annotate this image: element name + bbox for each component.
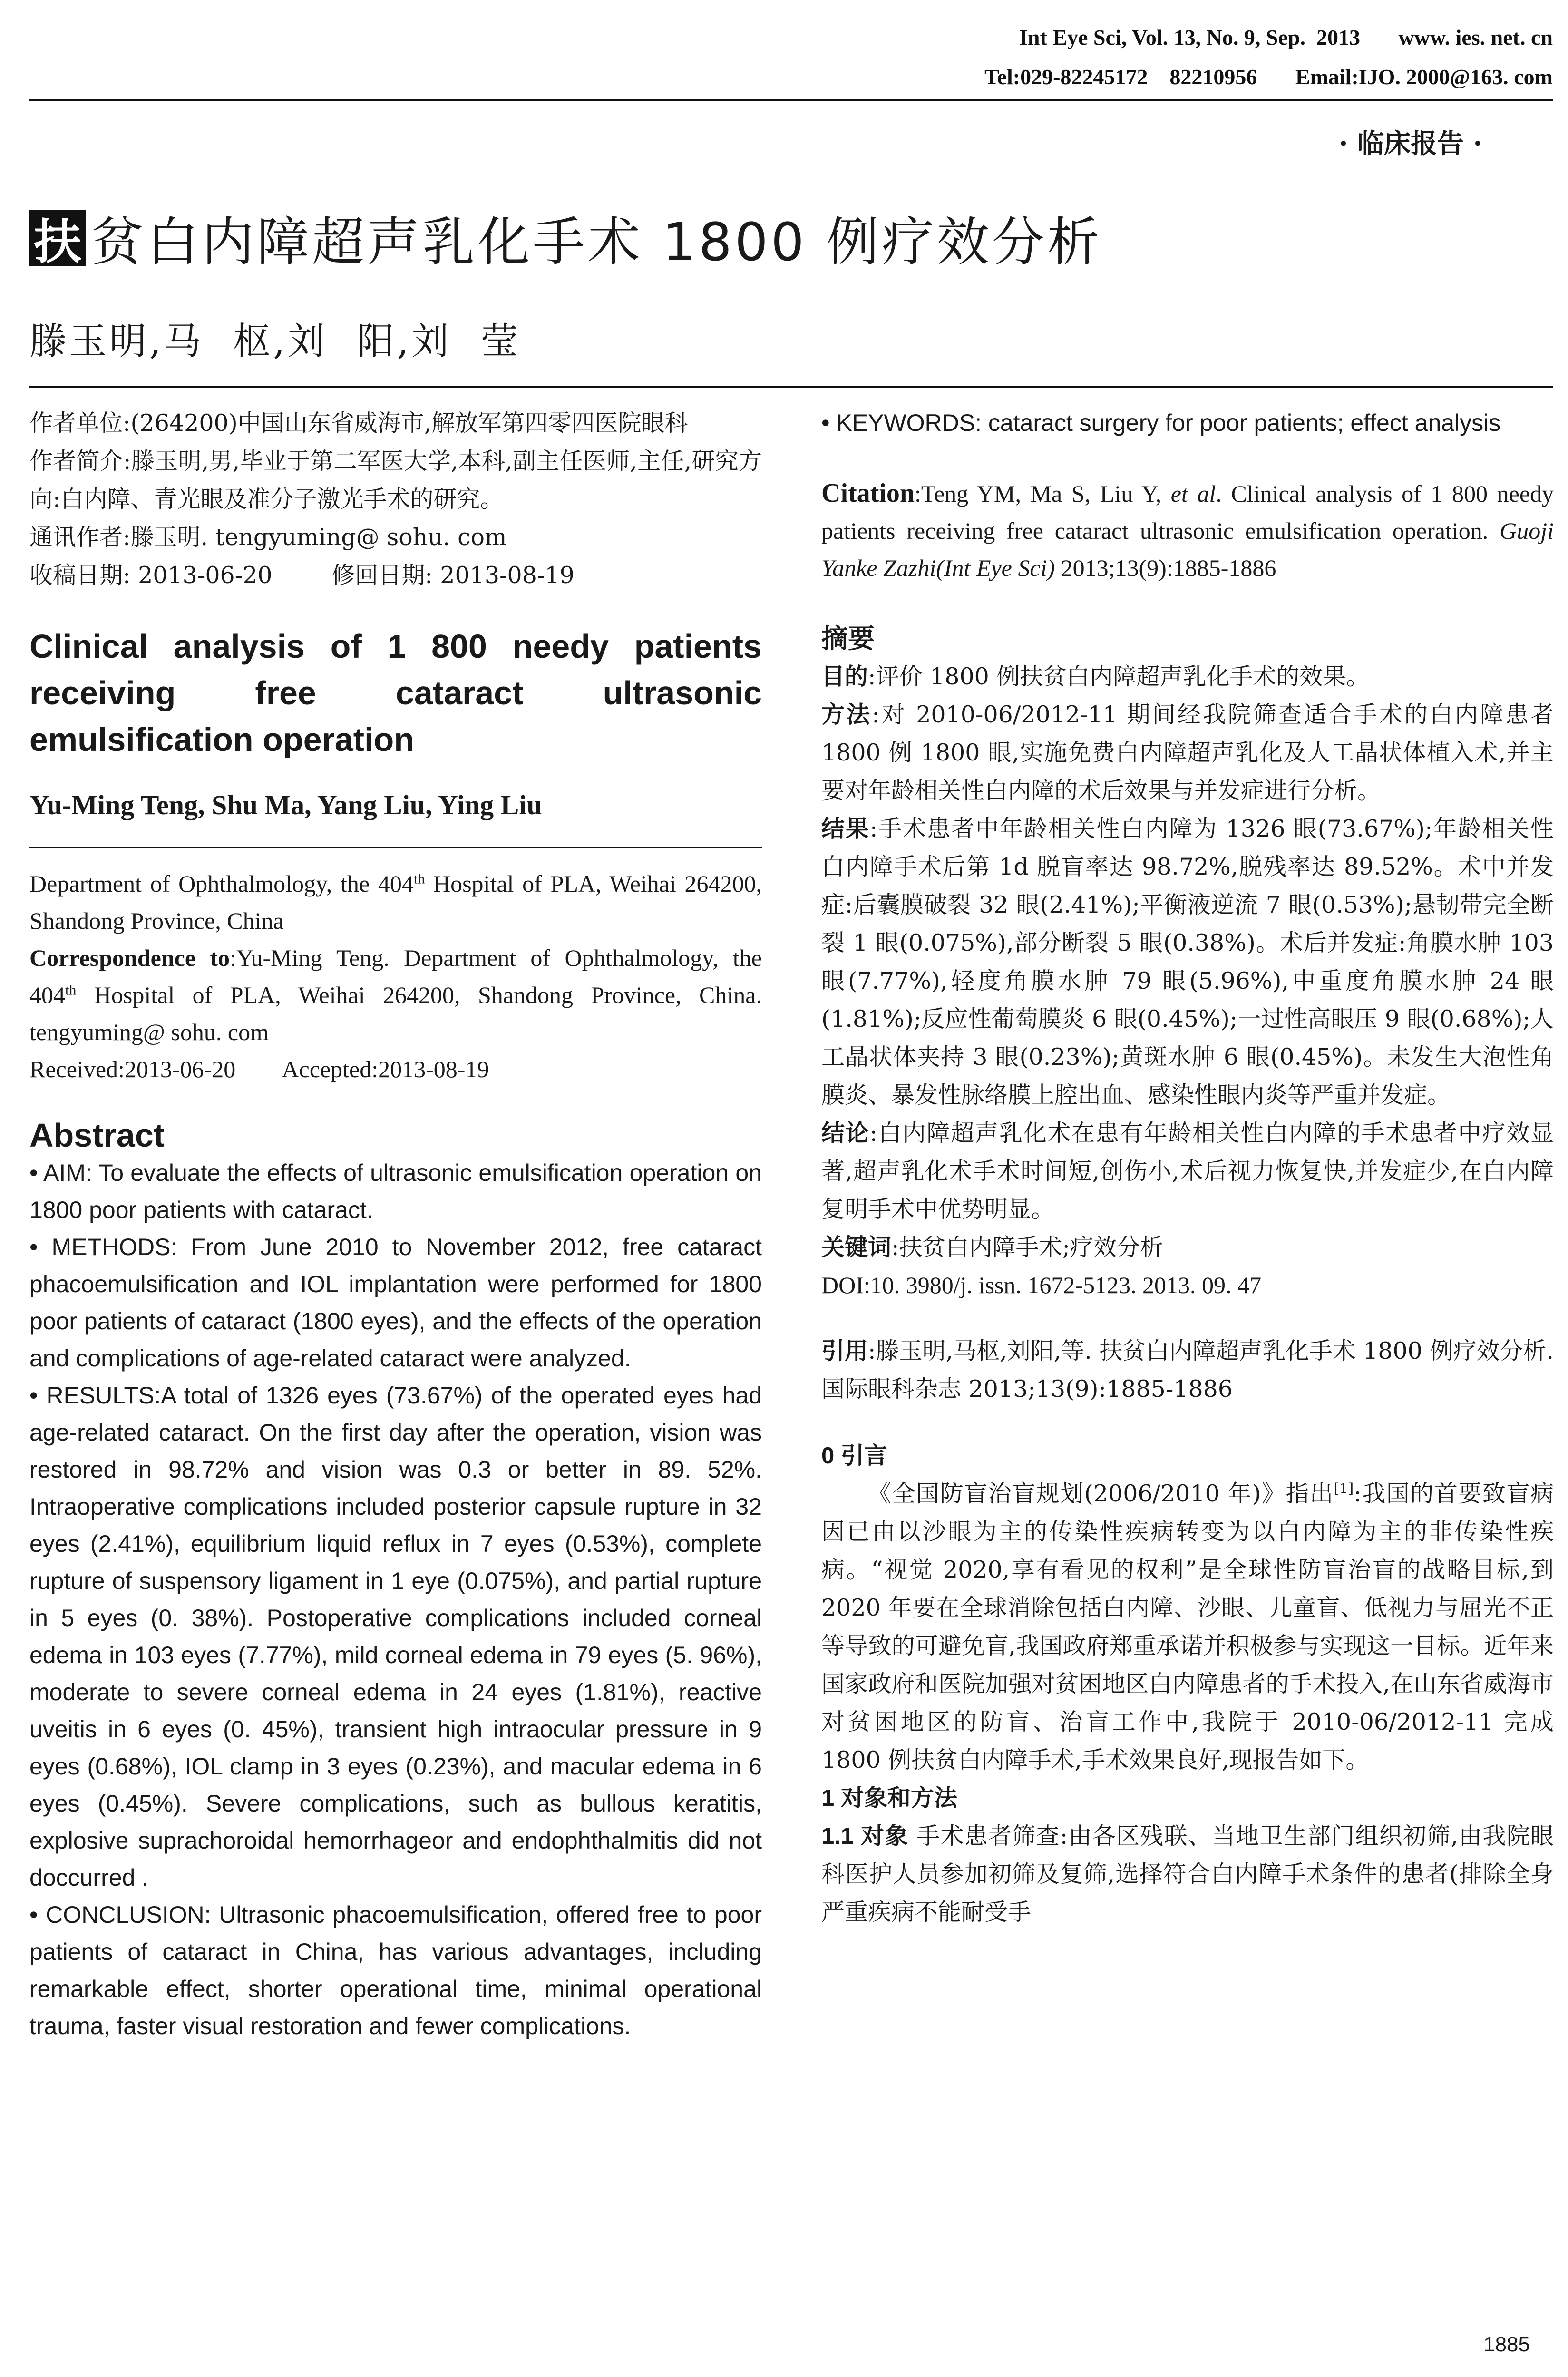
citation-en: Citation:Teng YM, Ma S, Liu Y, et al. Clinical analysis of 1 800 needy patients receiving free cataract ultrasonic emulsification operation. Guoji Yanke Zazhi(Int Eye Sci) 2013;13(9):1885-1886 [821, 478, 1554, 581]
journal-header-line1: Int Eye Sci, Vol. 13, No. 9, Sep. 2013 www. ies. net. cn [1019, 25, 1553, 49]
section-1-heading: 1 对象和方法 [821, 1785, 957, 1811]
author-rule [29, 847, 762, 848]
intro-paragraph: 《全国防盲治盲规划(2006/2010 年)》指出[1]:我国的首要致盲病因已由以沙眼为主的传染性疾病转变为以白内障为主的非传染性疾病。“视觉 2020,享有看见的权利”是全球性防盲治盲的战略目标,到 2020 年要在全球消除包括白内障、沙眼、儿童盲、低视力与屈光不正等导致的可避免盲,我国政府郑重承诺并积极参与实现这一目标。近年来国家政府和医院加强对贫困地区白内障患者的手术投入,在山东省威海市对贫困地区的防盲、治盲工作中,我院于 2010-06/2012-11 完成 1800 例扶贫白内障手术,手术效果良好,现报告如下。 [821, 1480, 1554, 1773]
abstract-cn-conclusion: 结论:白内障超声乳化术在患有年龄相关性白内障的手术患者中疗效显著,超声乳化术手术时间短,创伤小,术后视力恢复快,并发症少,在白内障复明手术中优势明显。 [821, 1120, 1554, 1223]
abstract-cn-results: 结果:手术患者中年龄相关性白内障为 1326 眼(73.67%);年龄相关性白内障手术后第 1d 脱盲率达 98.72%,脱残率达 89.52%。术中并发症:后囊膜破裂 32 眼(2.41%);平衡液逆流 7 眼(0.53%);悬韧带完全断裂 1 眼(0.075%),部分断裂 5 眼(0.38%)。术后并发症:角膜水肿 103 眼(7.77%),轻度角膜水肿 79 眼(5.96%),中重度角膜水肿 24 眼(1.81%);反应性葡萄膜炎 6 眼(0.45%);一过性高眼压 9 眼(0.68%);人工晶状体夹持 3 眼(0.23%);黄斑水肿 6 眼(0.45%)。未发生大泡性角膜炎、暴发性脉络膜上腔出血、感染性眼内炎等严重并发症。 [821, 815, 1554, 1109]
abstract-cn-heading: 摘要 [821, 623, 875, 653]
title-rule [29, 386, 1553, 388]
abstract-cn-aim: 目的:评价 1800 例扶贫白内障超声乳化手术的效果。 [821, 663, 1370, 690]
keywords-cn: 关键词:扶贫白内障手术;疗效分析 [821, 1234, 1164, 1261]
received-dates-en: Received:2013-06-20 Accepted:2013-08-19 [29, 1056, 489, 1082]
doi: DOI:10. 3980/j. issn. 1672-5123. 2013. 09. 47 [821, 1272, 1261, 1298]
right-column [821, 404, 1554, 1931]
abstract-conclusion: • CONCLUSION: Ultrasonic phacoemulsification, offered free to poor patients of cataract in China, has various advantages, including remarkable effect, shorter operational time, minimal operational trauma, faster visual restoration and fewer complications. [29, 1901, 762, 2039]
author-bio-cn: 作者简介:滕玉明,男,毕业于第二军医大学,本科,副主任医师,主任,研究方向:白内障、青光眼及准分子激光手术的研究。 [29, 448, 762, 513]
page-title [29, 202, 1102, 273]
corresponding-author-cn: 通讯作者:滕玉明. tengyuming@ sohu. com [29, 524, 507, 551]
section-tag: · 临床报告 · [1339, 128, 1482, 159]
title-first-char: 扶 [29, 210, 86, 266]
header-rule [29, 99, 1553, 101]
abstract-heading: Abstract [29, 1117, 165, 1154]
correspondence-en: Correspondence to:Yu-Ming Teng. Department of Ophthalmology, the 404th Hospital of PLA, Weihai 264200, Shandong Province, China. tengyuming@ sohu. com [29, 945, 762, 1045]
authors-cn: 滕玉明,马 枢,刘 阳,刘 莹 [29, 320, 521, 363]
title-text: 贫白内障超声乳化手术 1800 例疗效分析 [91, 212, 1102, 273]
abstract-methods: • METHODS: From June 2010 to November 2012, free cataract phacoemulsification and IOL implantation were performed for 1800 poor patients of cataract (1800 eyes), and the effects of the operation and complications of age-related cataract were analyzed. [29, 1234, 762, 1372]
abstract-results: • RESULTS:A total of 1326 eyes (73.67%) of the operated eyes had age-related cataract. On the first day after the operation, vision was restored in 98.72% and vision was 0.3 or better in 89. 52%. Intraoperative complications included posterior capsule rupture in 32 eyes (2.41%), equilibrium liquid reflux in 7 eyes (0.53%), complete rupture of suspensory ligament in 1 eye (0.075%), and partial rupture in 5 eyes (0. 38%). Postoperative complications included corneal edema in 103 eyes (7.77%), mild corneal edema in 79 eyes (5. 96%), moderate to severe corneal edema in 24 eyes (1.81%), reactive uveitis in 6 eyes (0. 45%), transient high intraocular pressure in 9 eyes (0.68%), IOL clamp in 3 eyes (0.23%), and macular edema in 6 eyes (0.45%). Severe complications, such as bullous keratitis, explosive suprachoroidal hemorrhageor and endophthalmitis did not doccurred . [29, 1382, 762, 1891]
page-number: 1885 [1483, 2333, 1530, 2356]
journal-header-line2: Tel:029-82245172 82210956 Email:IJO. 2000@163. com [984, 65, 1553, 89]
left-column [29, 404, 762, 2045]
affiliation-cn: 作者单位:(264200)中国山东省威海市,解放军第四零四医院眼科 [29, 409, 688, 437]
department-en: Department of Ophthalmology, the 404th Hospital of PLA, Weihai 264200, Shandong Province, China [29, 870, 762, 934]
keywords-en: • KEYWORDS: cataract surgery for poor patients; effect analysis [821, 409, 1501, 436]
abstract-aim: • AIM: To evaluate the effects of ultrasonic emulsification operation on 1800 poor patients with cataract. [29, 1159, 762, 1223]
abstract-cn-methods: 方法:对 2010-06/2012-11 期间经我院筛查适合手术的白内障患者 1800 例 1800 眼,实施免费白内障超声乳化及人工晶状体植入术,并主要对年龄相关性白内障的术后效果与并发症进行分析。 [821, 701, 1554, 804]
section-1-1-paragraph: 1.1 对象 手术患者筛查:由各区残联、当地卫生部门组织初筛,由我院眼科医护人员参加初筛及复筛,选择符合白内障手术条件的患者(排除全身严重疾病不能耐受手 [821, 1822, 1554, 1926]
english-authors: Yu-Ming Teng, Shu Ma, Yang Liu, Ying Liu [29, 789, 542, 820]
dates-cn: 收稿日期: 2013-06-20 修回日期: 2013-08-19 [29, 562, 575, 589]
intro-heading: 0 引言 [821, 1443, 887, 1469]
citation-cn: 引用:滕玉明,马枢,刘阳,等. 扶贫白内障超声乳化手术 1800 例疗效分析. 国际眼科杂志 2013;13(9):1885-1886 [821, 1337, 1554, 1403]
english-title: Clinical analysis of 1 800 needy patients receiving free cataract ultrasonic emulsification operation [29, 628, 762, 758]
